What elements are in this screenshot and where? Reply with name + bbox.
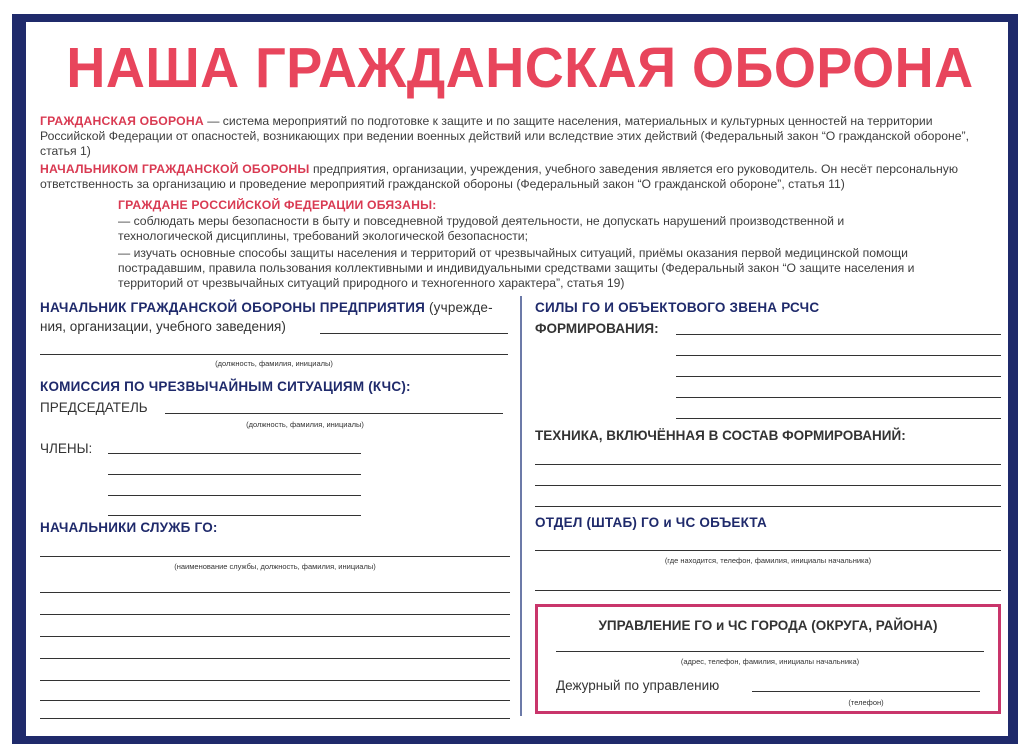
services-heading: НАЧАЛЬНИКИ СЛУЖБ ГО: xyxy=(40,520,218,535)
members-label: ЧЛЕНЫ: xyxy=(40,441,93,456)
member-line-1[interactable] xyxy=(108,453,361,454)
formation-line-4[interactable] xyxy=(676,397,1001,398)
service-line-5[interactable] xyxy=(40,658,510,659)
member-line-4[interactable] xyxy=(108,515,361,516)
equipment-line-2[interactable] xyxy=(535,485,1001,486)
services-caption: (наименование службы, должность, фамилия, инициалы) xyxy=(174,562,376,571)
formation-line-3[interactable] xyxy=(676,376,1001,377)
equipment-label: ТЕХНИКА, ВКЛЮЧЁННАЯ В СОСТАВ ФОРМИРОВАНИЙ: xyxy=(535,428,906,443)
box-heading: УПРАВЛЕНИЕ ГО и ЧС ГОРОДА (ОКРУГА, РАЙОНА) xyxy=(598,618,938,633)
equipment-line-3[interactable] xyxy=(535,506,1001,507)
service-line-3[interactable] xyxy=(40,614,510,615)
box-address-line[interactable] xyxy=(556,651,984,652)
formation-line-5[interactable] xyxy=(676,418,1001,419)
chief-heading-rest-2: ния, организации, учебного заведения) xyxy=(40,319,286,334)
formation-line-1[interactable] xyxy=(676,334,1001,335)
dept-heading: ОТДЕЛ (ШТАБ) ГО и ЧС ОБЪЕКТА xyxy=(535,515,767,530)
service-line-1[interactable] xyxy=(40,556,510,557)
duty-caption: (телефон) xyxy=(848,698,884,707)
kchs-heading: КОМИССИЯ ПО ЧРЕЗВЫЧАЙНЫМ СИТУАЦИЯМ (КЧС): xyxy=(40,379,411,394)
page-number: 1 xyxy=(1010,722,1016,732)
chairman-label: ПРЕДСЕДАТЕЛЬ xyxy=(40,400,148,415)
definition-chief: предприятия, организации, учреждения, учебного заведения является его руководитель. Он несёт персональную ответственность за организацию и проведение мероприятий гражданской обороны (Федеральный закон “О гражданской обороне”, статья 11) xyxy=(40,162,959,191)
member-line-2[interactable] xyxy=(108,474,361,475)
citizens-duty-item-2: — изучать основные способы защиты населения и территорий от чрезвычайных ситуаций, приёмы оказания первой медицинской помощи пострадавшим, правила пользования коллективными и индивидуальными средствами защиты (Федеральный закон “О защите населения и территорий от чрезвычайных ситуаций природного и техногенного характера”, статья 19) xyxy=(118,246,915,290)
box-caption: (адрес, телефон, фамилия, инициалы начальника) xyxy=(680,657,860,666)
chief-caption: (должность, фамилия, инициалы) xyxy=(215,359,333,368)
duty-phone-line[interactable] xyxy=(752,691,980,692)
service-line-8[interactable] xyxy=(40,718,510,719)
chief-input-line-2[interactable] xyxy=(40,354,508,355)
paragraph-civil-defense xyxy=(40,114,1000,159)
formations-label: ФОРМИРОВАНИЯ: xyxy=(535,321,659,336)
service-line-4[interactable] xyxy=(40,636,510,637)
term-chief: НАЧАЛЬНИКОМ ГРАЖДАНСКОЙ ОБОРОНЫ xyxy=(40,162,310,176)
frame-left-border xyxy=(12,14,26,744)
page-title: НАША ГРАЖДАНСКАЯ ОБОРОНА xyxy=(66,36,974,100)
duty-label: Дежурный по управлению xyxy=(556,678,720,693)
citizens-duty-item-1: — соблюдать меры безопасности в быту и повседневной трудовой деятельности, не допускать нарушений производственной и технологической дисциплины, требований экологической безопасности; xyxy=(118,214,845,243)
chief-heading xyxy=(40,300,493,315)
column-divider xyxy=(520,296,522,716)
dept-caption: (где находится, телефон, фамилия, инициалы начальника) xyxy=(664,556,872,565)
frame-right-border xyxy=(1008,14,1018,744)
formation-line-2[interactable] xyxy=(676,355,1001,356)
service-line-2[interactable] xyxy=(40,592,510,593)
chief-heading-rest-1: (учрежде- xyxy=(425,300,493,315)
service-line-7[interactable] xyxy=(40,700,510,701)
chairman-caption: (должность, фамилия, инициалы) xyxy=(246,420,364,429)
frame-bottom-border xyxy=(12,736,1018,744)
frame-top-border xyxy=(22,14,1010,22)
dept-line-2[interactable] xyxy=(535,590,1001,591)
forces-heading: СИЛЫ ГО И ОБЪЕКТОВОГО ЗВЕНА РСЧС xyxy=(535,300,820,315)
chairman-input-line[interactable] xyxy=(165,413,503,414)
equipment-line-1[interactable] xyxy=(535,464,1001,465)
citizens-duties-heading: ГРАЖДАНЕ РОССИЙСКОЙ ФЕДЕРАЦИИ ОБЯЗАНЫ: xyxy=(118,198,437,212)
dept-line-1[interactable] xyxy=(535,550,1001,551)
service-line-6[interactable] xyxy=(40,680,510,681)
member-line-3[interactable] xyxy=(108,495,361,496)
chief-input-line-1[interactable] xyxy=(320,333,508,334)
definition-civil-defense: — система мероприятий по подготовке к защите и по защите населения, материальных и культурных ценностей на территории Российской Федерации от опасностей, возникающих при ведении военных действий или вследствие этих действий (Федеральный закон “О гражданской обороне”, статья 1) xyxy=(40,114,969,158)
paragraph-chief xyxy=(40,162,1000,192)
chief-heading-text: НАЧАЛЬНИК ГРАЖДАНСКОЙ ОБОРОНЫ ПРЕДПРИЯТИЯ xyxy=(40,300,426,315)
term-civil-defense: ГРАЖДАНСКАЯ ОБОРОНА xyxy=(40,114,204,128)
